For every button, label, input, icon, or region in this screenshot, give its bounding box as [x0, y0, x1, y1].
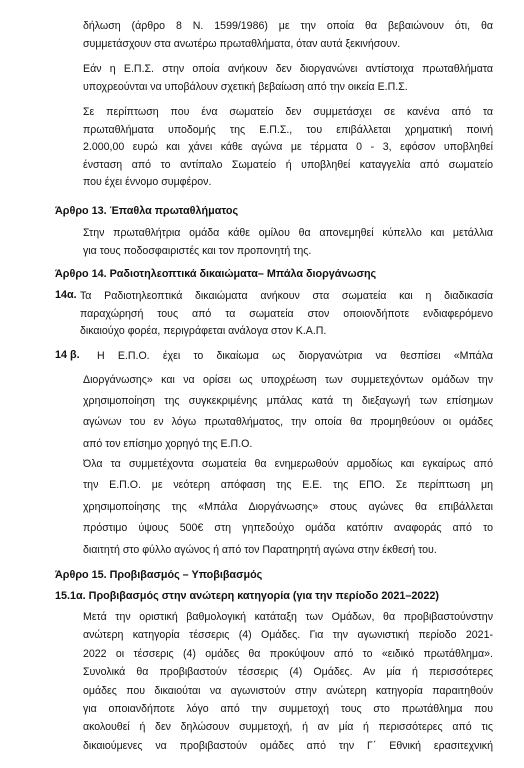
text-line: 2.000,00 ευρώ και χάνει κάθε αγώνα με τέρματα 0 - 3, εφόσον υποβληθεί: [83, 141, 493, 154]
text-line: Η Ε.Π.Ο. έχει το δικαίωμα ως διοργανώτρια να θεσπίσει «Μπάλα: [97, 350, 493, 362]
text-line: δικαιούμενες να προβιβαστούν ομάδες από την Γ΄ Εθνική ερασιτεχνική: [83, 739, 493, 752]
clause-15-1a-heading: 15.1α. Προβιβασμός στην ανώτερη κατηγορία (για την περίοδο 2021–2022): [55, 590, 439, 602]
text-line: που έχει έννομο συμφέρον.: [83, 176, 212, 189]
text-line: Όλα τα συμμετέχοντα σωματεία θα ενημερωθούν αρμοδίως και εγκαίρως από: [83, 458, 493, 470]
text-line: πρόστιμο ύψους 500€ στη γηπεδούχο ομάδα κατόπιν αναφοράς από το: [83, 522, 493, 535]
text-line: αγώνων του εν λόγω πρωταθλήματος, την οποία θα προμηθεύουν οι ομάδες: [83, 416, 493, 429]
text-line: πρωταθλήματα υποδομής της Ε.Π.Σ., του επιβάλλεται χρηματική ποινή: [83, 123, 493, 136]
paragraph-trophies: [83, 225, 493, 260]
text-line: Μετά την οριστική βαθμολογική κατάταξη των Ομάδων, θα προβιβαστούνστην: [83, 611, 493, 623]
article-15-heading: Άρθρο 15. Προβιβασμός – Υποβιβασμός: [55, 569, 263, 581]
paragraph-penalty: [83, 104, 493, 192]
clause-14b-label: 14 β.: [55, 349, 80, 361]
paragraph-ball-fine: [83, 454, 493, 561]
text-line: δήλωση (άρθρο 8 Ν. 1599/1986) με την οποία θα βεβαιώνουν ότι, θα: [83, 20, 493, 32]
paragraph-eps-certificate: [83, 61, 493, 96]
paragraph-declaration: [83, 18, 493, 53]
text-line: για οποιανδήποτε λόγο από την συμμετοχή τους στο πρωτάθλημα που: [83, 702, 493, 715]
paragraph-promotion: [83, 608, 493, 755]
text-line: από τον επίσημο χορηγό της Ε.Π.Ο.: [83, 437, 253, 450]
text-line: ανώτερη κατηγορία τέσσερις (4) Ομάδες. Για την αγωνιστική περίοδο 2021-: [83, 629, 493, 642]
text-line: δικαιούχο φορέα, περιγράφεται ανάλογα στον Κ.Α.Π.: [80, 325, 327, 338]
text-line: την Ε.Π.Ο. με νεότερη απόφαση της Ε.Ε. της ΕΠΟ. Σε περίπτωση μη: [83, 479, 493, 492]
text-line: ένσταση από το αντίπαλο Σωματείο ή υποβληθεί καταγγελία από σωματείο: [83, 158, 493, 171]
paragraph-official-ball-cont: [83, 370, 493, 455]
text-line: Στην πρωταθλήτρια ομάδα κάθε ομίλου θα απονεμηθεί κύπελλο και μετάλλια: [83, 227, 493, 239]
article-13-heading: Άρθρο 13. Έπαθλα πρωταθλήματος: [55, 205, 239, 217]
text-line: παραχώρησή τους από τα σωματεία στον οποιονδήποτε ενδιαφερόμενο: [80, 307, 493, 320]
text-line: Εάν η Ε.Π.Σ. στην οποία ανήκουν δεν διοργανώνει αντίστοιχα πρωταθλήματα: [83, 63, 493, 75]
text-line: ομάδες που δικαιούται να αγωνιστούν στην ανώτερη κατηγορία παραιτηθούν: [83, 684, 493, 697]
text-line: χρησιμοποίησης της «Μπάλα Διοργάνωσης» στους αγώνες θα επιβάλλεται: [83, 500, 493, 513]
text-line: συμμετάσχουν στα ανωτέρω πρωταθλήματα, όταν αυτά ξεκινήσουν.: [83, 37, 401, 50]
text-line: υποχρεούνται να υποβάλουν σχετική βεβαίωση από την οικεία Ε.Π.Σ.: [83, 80, 408, 93]
text-line: ακολουθεί ή δεν δηλώσουν συμμετοχή, ή αν μία ή περισσότερες από τις: [83, 721, 493, 734]
text-line: Συνολικά θα προβιβαστούν τέσσερις (4) Ομάδες. Αν μία ή περισσότερες: [83, 666, 493, 679]
text-line: για τους ποδοσφαιριστές και τον προπονητή της.: [83, 244, 312, 257]
clause-14a-label: 14α.: [55, 289, 77, 301]
text-line: Σε περίπτωση που ένα σωματείο δεν συμμετάσχει σε κανένα από τα: [83, 106, 493, 118]
text-line: χρησιμοποίηση της συγκεκριμένης μπάλας κατά τη διεξαγωγή των επίσημων: [83, 395, 493, 408]
text-line: 2022 οι τέσσερις (4) ομάδες θα προκύψουν από το «ειδικό πρωτάθλημα».: [83, 647, 493, 660]
article-14-heading: Άρθρο 14. Ραδιοτηλεοπτικά δικαιώματα– Μπάλα διοργάνωσης: [55, 268, 377, 280]
paragraph-official-ball: [97, 348, 493, 366]
text-line: Διοργάνωσης» και να ορίσει ως υποχρέωση των συμμετεχόντων ομάδων την: [83, 374, 493, 386]
text-line: Τα Ραδιοτηλεοπτικά δικαιώματα ανήκουν στα σωματεία και η διαδικασία: [80, 290, 493, 302]
paragraph-broadcast-rights: [80, 288, 493, 341]
text-line: διαιτητή στο φύλλο αγώνος ή από τον Παρατηρητή αγώνα στην έκθεσή του.: [83, 543, 437, 556]
